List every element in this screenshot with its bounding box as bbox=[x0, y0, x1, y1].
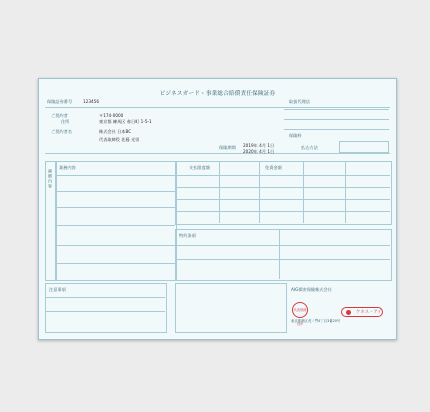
deductible-label: 免責金額 bbox=[265, 165, 282, 170]
coverage-label: 補償内容 bbox=[48, 169, 53, 189]
payment-label: 払込方法 bbox=[301, 145, 318, 150]
business-label: 業務内容 bbox=[59, 165, 76, 170]
insurer-logo: ケネス・アイ bbox=[341, 307, 383, 317]
period-to: 2020年 4月 1日 bbox=[243, 149, 275, 154]
period-from: 2019年 4月 1日 bbox=[243, 143, 275, 148]
period-label: 保険期間 bbox=[219, 145, 236, 150]
insured-addr-value: 東京都 練馬区 春日町 1-5-1 bbox=[99, 119, 152, 124]
special-terms-label: 特約条項 bbox=[179, 233, 196, 238]
insured-name-value: 株式会社 日本BC bbox=[99, 129, 132, 134]
agency-label: 取扱代理店 bbox=[289, 99, 310, 104]
premium-label: 保険料 bbox=[289, 133, 302, 138]
insurer-stamp: 代表取締役印 bbox=[292, 302, 308, 318]
insurer-address: 東京都港区虎ノ門4丁目3番20号 bbox=[291, 319, 341, 323]
policy-certificate bbox=[38, 78, 397, 340]
representative-value: 代表取締役 佐藤 光男 bbox=[99, 137, 140, 142]
insured-name-label: ご契約者名 bbox=[51, 129, 72, 134]
notes-label: 注意事項 bbox=[49, 287, 66, 292]
insurer-name: AIG損害保険株式会社 bbox=[291, 287, 332, 292]
insured-addr-postal: 〒174-0000 bbox=[99, 113, 124, 118]
limit-label: 支払限度額 bbox=[189, 165, 210, 170]
policy-no-label: 保険証券番号 bbox=[47, 99, 73, 104]
policy-no-value: 123456 bbox=[83, 99, 99, 104]
insured-addr-label: 住所 bbox=[61, 119, 70, 124]
document-title: ビジネスガード・事業総合賠償責任保険証券 bbox=[159, 91, 276, 97]
insured-label: ご契約者 bbox=[51, 113, 68, 118]
